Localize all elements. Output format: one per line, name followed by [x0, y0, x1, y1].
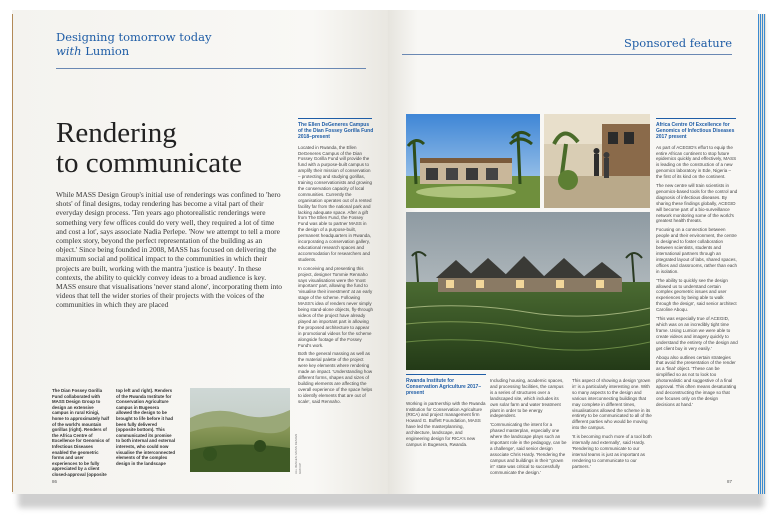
africa-paragraph-4: 'The ability to quickly see the design allowed us to understand certain complex geometric issues and user experiences by being able to walk through the design', said senior architect Caroline Aboqu. [656, 277, 737, 313]
right-page [388, 10, 758, 494]
ellen-campus-column [298, 122, 374, 408]
campus-render-svg [406, 212, 650, 370]
section-rule-rwanda [406, 374, 486, 375]
africa-paragraph-3: Focusing on a connection between people and their environment, the centre is designed to foster collaboration between scientists, students and international partners through an integrated layout of labs, shared spaces, offices and classrooms, rather than each in isolation. [656, 227, 737, 274]
africa-centre-column [656, 122, 738, 411]
ellen-paragraph-3: Both the general massing as well as the material palette of the project were key elements where rendering made an impact. 'Understanding how different forms, shapes and sizes of building elements are affecting the overall experience of the space helps to identify elements that are out of scale', said Rennaho. [298, 351, 373, 404]
caption-left-a: The Dian Fossey Gorilla Fund collaborated with MASS Design Group to design an extensive campus in rural Kinigi, home to approximately half of the world's mountain gorillas (right). Renders of the Africa Centre of Excellence for Genomics of Infectious Diseases enabled the geometric forms and user experiences to be fully appreciated by a client closed-approval (opposite [52, 388, 110, 477]
rwanda-paragraph-1: Working in partnership with the Rwanda Institution for Conservation Agriculture (RICA) and project management firm Howard G. Buffett Foundation, MASS have led the masterplanning, architecture, landscape, and engineering design for RICA's new campus in Bugesera, Rwanda. [406, 400, 486, 447]
gorilla-habitat-photo [190, 388, 290, 472]
page-number-right: 87 [726, 479, 732, 484]
ellen-paragraph-2: In conceiving and presenting this project, designer Tommie Rennaho says visualisations were the 'most important' part, allowing the fund to 'visualise their investment' at an early stage of the scheme. Following MASS's idea of renders never simply being stand-alone objects, fly-through videos of the project have already played an important part in allowing the proposed architecture to appear in promotional videos for the scheme alongside footage of the Fossey Fund's work. [298, 265, 374, 348]
section-rule-ellen [298, 118, 372, 119]
africa-paragraph-2: The new centre will train scientists in genomics-based tools for the control and diagnosis of infectious diseases. By sharing these findings globally, ACEGID will become part of a bio-surveillance network monitoring some of the world's greatest health threats. [656, 183, 738, 224]
courtyard-render-svg [544, 114, 650, 208]
right-header-rule [402, 54, 732, 55]
page-number-left: 86 [52, 479, 58, 484]
africa-paragraph-6: Aboqu also outlines certain strategies that avoid the presentation of the render as a 'final' object. 'These can be simplified so as not to look too photorealistic and suggestive of a final approval. This often means desaturating and deconstructing the image so that one focuses only on the design decisions at hand.' [656, 354, 737, 407]
left-page-header [56, 30, 366, 69]
headline-line-2: to communicate [56, 147, 243, 179]
header-title: Designing tomorrow today [56, 30, 212, 44]
rwanda-paragraph-2: Including housing, academic spaces, and processing facilities, the campus is a series of structures over a landscaped site, which includes its own solar farm and water treatment plant in order to be energy independent. [490, 378, 564, 419]
rwanda-column-2 [490, 378, 568, 479]
photo-credit: ALL IMAGES: MASS DESIGN GROUP [294, 433, 302, 474]
headline [56, 118, 242, 178]
ellen-campus-title: The Ellen DeGeneres Campus of the Dian Fossey Gorilla Fund 2018–present [298, 122, 374, 141]
rwanda-paragraph-4: This aspect of showing a design 'grown in' is a particularly interesting one. With so many aspects to the design and various interconnecting buildings that may complete in different times, visualisations allowed the scheme in its entirety to be communicated to all of the different parties who would be moving into the campus. [572, 378, 652, 431]
magazine-spread [12, 10, 764, 502]
rwanda-paragraph-5: 'It is becoming much more of a tool both internally and externally', said Hardy. 'Rendering to communicate to our internal teams is just as important as rendering to communicate to our partners.' [572, 434, 652, 469]
intro-paragraph: While MASS Design Group's initial use of renderings was confined to 'hero shots' of final designs, today rendering has become a vital part of their everyday design process. 'Ten years ago photorealistic renderings were something very few offices could do very well, they required a lot of time and cost a lot', says associate Nadia Perlepe. 'Now we attempt to tell a more complex story, beyond the perfect representation of the building as an object.' Since being founded in 2008, MASS has focused on delivering the maximum social and political impact to the communities in which their projects are built, working with the mantra 'justice is beauty'. In these contexts, the ability to quickly convey ideas to a broad audience is key. MASS ensure that visualisations 'never stand alone', incorporating them into videos that tell the wider stories of their projects with the voices of the communities in which they are placed [56, 190, 282, 310]
rwanda-column-3 [572, 378, 652, 473]
caption-left-b: top left and right). Renders of the Rwanda Institute for Conservation Agriculture campus in Bugesera allowed the design to be brought to life before it had been fully delivered (opposite bottom). This communicated its promise to both internal and external interests, who could now visualise the interconnected elements of the complex design in the landscape [116, 388, 176, 466]
headline-line-1: Rendering [56, 117, 177, 149]
rwanda-title: Rwanda Institute for Conservation Agriculture 2017–present [406, 378, 482, 397]
rwanda-paragraph-3: 'Communicating the intent for a phased masterplan, especially one where the landscape plays such an important role in the pedagogy, can be a challenge', said senior design associate Chris Hardy. 'Rendering the campus and buildings in their "grown in" state was critical to successfully communicate the design.' [490, 422, 567, 475]
ellen-paragraph-1: Located in Rwanda, the Ellen DeGeneres Campus of the Dian Fossey Gorilla Fund will provide the fund with a purpose-built campus to amplify their mission of conservation – protecting and studying gorillas, training conservationists and growing the conservation capacity of local communities. Currently the organisation operates out of a rented facility far from the national park and lacking adequate space. After a gift from The Ellen Fund, the Fossey Fund was able to partner MASS in the design of a purpose-built, permanent headquarters in Rwanda, incorporating a conservation gallery, educational research spaces and accommodation for researchers and students. [298, 144, 373, 262]
rica-campus-render [406, 212, 650, 370]
left-page [12, 10, 389, 494]
section-rule-africa [656, 118, 736, 119]
acegid-render-exterior [406, 114, 540, 208]
africa-paragraph-1: As part of ACEGID's effort to equip the entire African continent to stop future epidemics quickly and effectively, MASS is leading on the construction of a new genomics laboratory in Ede, Nigeria – the first of its kind on the continent. [656, 144, 737, 180]
landscape-photo-svg [190, 388, 290, 472]
header-with: with [56, 44, 82, 58]
sponsored-feature-label: Sponsored feature [624, 36, 732, 50]
header-rule [56, 68, 366, 69]
page-edges-right [758, 14, 766, 494]
header-brand: Lumion [85, 44, 130, 58]
exterior-render-svg [406, 114, 540, 208]
africa-paragraph-5: 'This was especially true of ACEGID, which was on an incredibly tight time frame. Using Lumion we were able to create videos and imagery quickly to understand the entirety of the design and get client buy in very easily.' [656, 316, 738, 351]
africa-centre-title: Africa Centre Of Excellence for Genomics of Infectious Diseases 2017 present [656, 122, 735, 141]
acegid-render-courtyard [544, 114, 650, 208]
rwanda-column-1 [406, 378, 486, 451]
page-edges-left [12, 14, 13, 492]
